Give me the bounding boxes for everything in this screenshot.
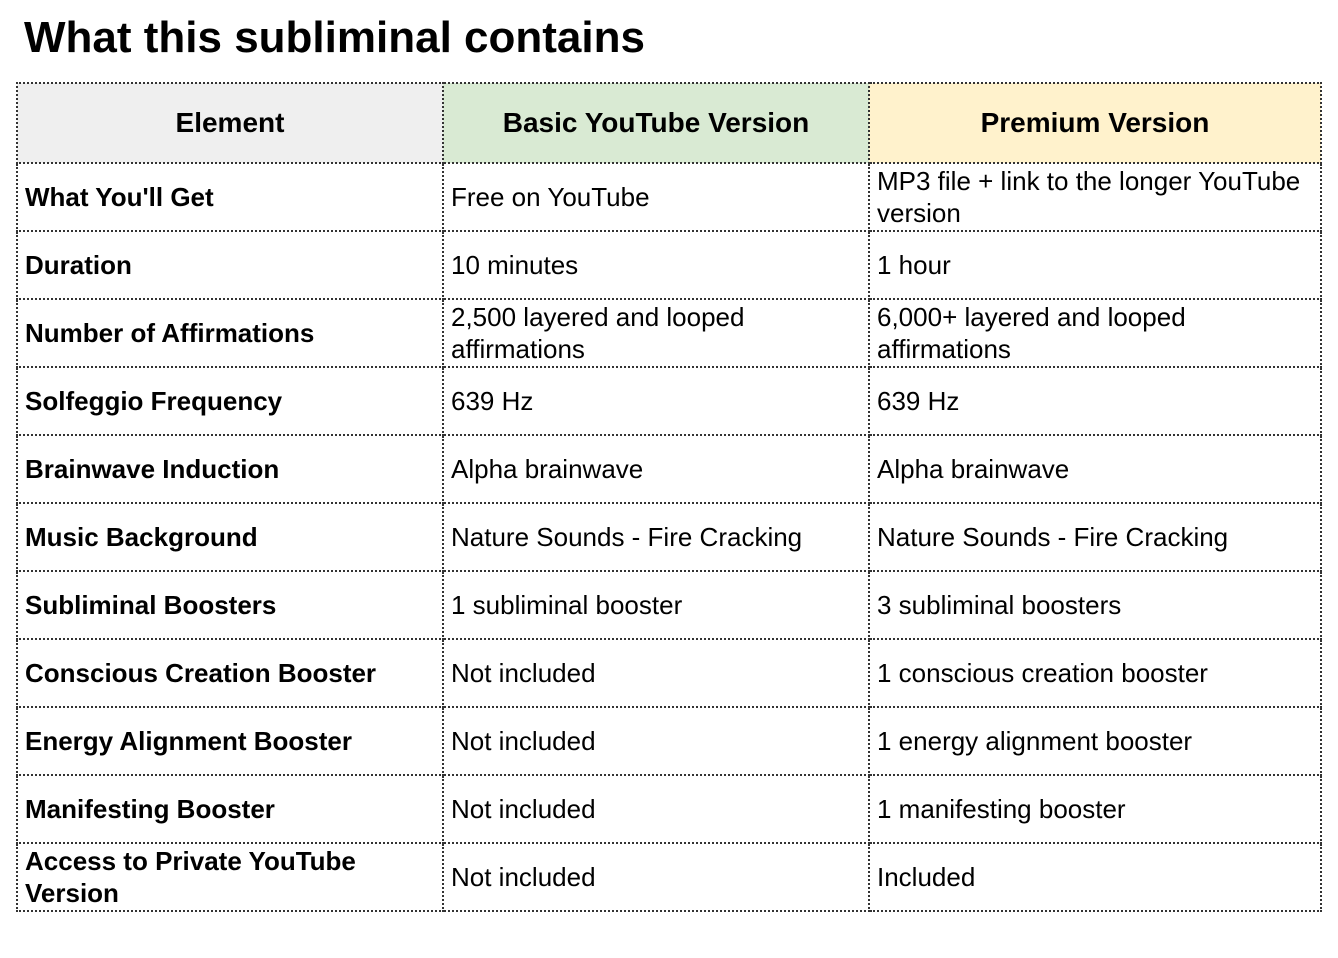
- row-label: Conscious Creation Booster: [17, 639, 443, 707]
- premium-value: Alpha brainwave: [869, 435, 1321, 503]
- basic-value: 1 subliminal booster: [443, 571, 869, 639]
- table-row: [17, 435, 1321, 503]
- premium-value: 1 manifesting booster: [869, 775, 1321, 843]
- premium-value: 3 subliminal boosters: [869, 571, 1321, 639]
- basic-value: Not included: [443, 639, 869, 707]
- premium-value: MP3 file + link to the longer YouTube version: [869, 163, 1321, 231]
- basic-value: 639 Hz: [443, 367, 869, 435]
- premium-value: 1 conscious creation booster: [869, 639, 1321, 707]
- row-label: Energy Alignment Booster: [17, 707, 443, 775]
- row-label: Access to Private YouTube Version: [17, 843, 443, 911]
- basic-value: 10 minutes: [443, 231, 869, 299]
- table-row: [17, 163, 1321, 231]
- table-row: [17, 843, 1321, 911]
- basic-value: Alpha brainwave: [443, 435, 869, 503]
- row-label: Solfeggio Frequency: [17, 367, 443, 435]
- row-label: Brainwave Induction: [17, 435, 443, 503]
- premium-value: Included: [869, 843, 1321, 911]
- table-row: [17, 639, 1321, 707]
- table-row: [17, 231, 1321, 299]
- row-label: Subliminal Boosters: [17, 571, 443, 639]
- premium-value: Nature Sounds - Fire Cracking: [869, 503, 1321, 571]
- header-element: Element: [17, 83, 443, 163]
- basic-value: 2,500 layered and looped affirmations: [443, 299, 869, 367]
- premium-value: 6,000+ layered and looped affirmations: [869, 299, 1321, 367]
- basic-value: Not included: [443, 707, 869, 775]
- page-title: What this subliminal contains: [24, 13, 645, 62]
- basic-value: Not included: [443, 843, 869, 911]
- row-label: Music Background: [17, 503, 443, 571]
- premium-value: 1 hour: [869, 231, 1321, 299]
- table-row: [17, 707, 1321, 775]
- row-label: Duration: [17, 231, 443, 299]
- row-label: Number of Affirmations: [17, 299, 443, 367]
- header-basic-version: Basic YouTube Version: [443, 83, 869, 163]
- basic-value: Not included: [443, 775, 869, 843]
- table-row: [17, 299, 1321, 367]
- basic-value: Free on YouTube: [443, 163, 869, 231]
- table-row: [17, 503, 1321, 571]
- table-row: [17, 367, 1321, 435]
- premium-value: 639 Hz: [869, 367, 1321, 435]
- table-row: [17, 571, 1321, 639]
- table-header-row: [17, 83, 1321, 163]
- row-label: What You'll Get: [17, 163, 443, 231]
- table-row: [17, 775, 1321, 843]
- comparison-table: [16, 82, 1322, 912]
- basic-value: Nature Sounds - Fire Cracking: [443, 503, 869, 571]
- header-premium-version: Premium Version: [869, 83, 1321, 163]
- row-label: Manifesting Booster: [17, 775, 443, 843]
- premium-value: 1 energy alignment booster: [869, 707, 1321, 775]
